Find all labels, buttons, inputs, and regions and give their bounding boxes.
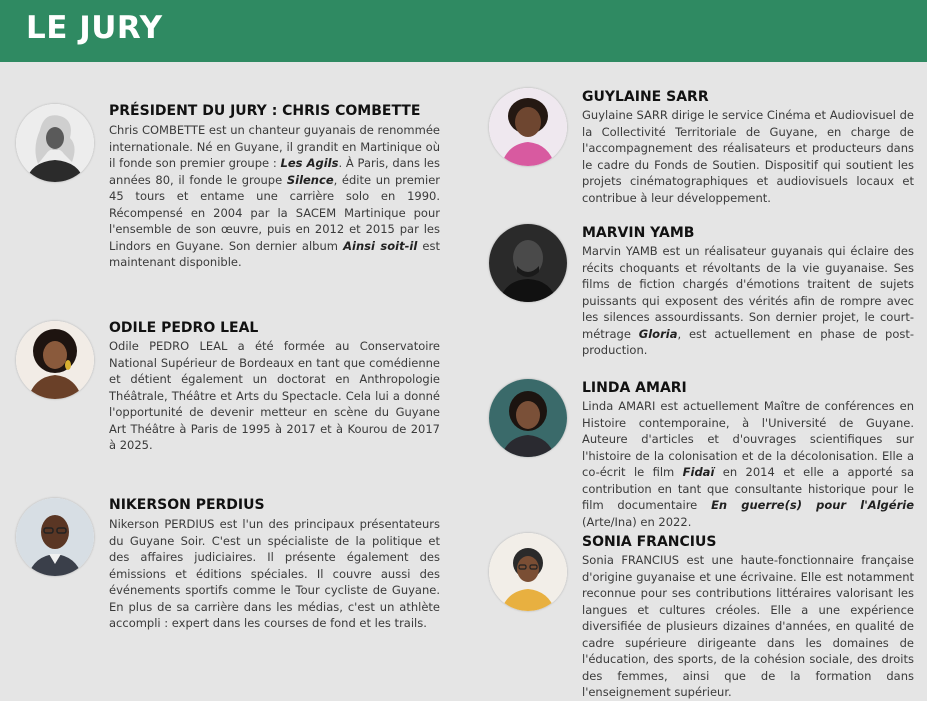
member-bio: Chris COMBETTE est un chanteur guyanais de renommée internationale. Né en Guyane, il grandit en Martinique où il fonde son premier groupe : Les Agils. À Paris, dans les années 80, il fonde le groupe Silence, édite un premier 45 tours et entame une carrière solo en 1990. Récompensé en 2004 par la SACEM Martinique pour l'ensemble de son œuvre, puis en 2012 et 2015 par les Lindors en Guyane. Son dernier album Ainsi soit-il est maintenant disponible. (109, 123, 441, 269)
page-title: LE JURY (26, 10, 163, 46)
member-bio: Odile PEDRO LEAL a été formée au Conservatoire National Supérieur de Bordeaux en tant que comédienne et détient également un doctorat en Anthropologie Théâtrale, Théâtre et Arts du Spectacle. Cela lui a donné l'opportunité de devenir metteur en scène du Guyane Art Théâtre à Paris de 1995 à 2017 et à Kourou de 2017 à 2025. (109, 339, 440, 452)
portrait-linda-amari (489, 379, 567, 457)
member-bio: Guylaine SARR dirige le service Cinéma et Audiovisuel de la Collectivité Territoriale de Guyane, en charge de l'accompagnement des réalisateurs et producteurs dans le cadre du Fonds de Soutien. Dispositif qui soutient les projets cinématographiques et audiovisuels locaux et contribue à leur développement. (582, 108, 914, 205)
header-banner (0, 0, 927, 62)
portrait-marvin-yamb (489, 224, 567, 302)
member-name: MARVIN YAMB (582, 225, 695, 241)
member-bio: Linda AMARI est actuellement Maître de conférences en Histoire contemporaine, à l'Université de Guyane. Auteure d'articles et d'ouvrages scientifiques sur l'histoire de la colonisation et de la décolonisation. Elle a co-écrit le film Fidaï en 2014 et elle a apporté sa contribution en tant que consultante historique pour le film documentaire En guerre(s) pour l'Algérie (Arte/Ina) en 2022. (582, 399, 914, 529)
portrait-nikerson-perdius (16, 498, 94, 576)
member-bio: Sonia FRANCIUS est une haute-fonctionnaire française d'origine guyanaise et une écrivaine. Elle est notamment reconnue pour ses contributions littéraires valorisant les langues et cultures créoles. Elle a une expérience diversifiée de plusieurs dizaines d'années, en qualité de cadre supérieure dirigeante dans les domaines de l'éducation, des sports, de la cohésion sociale, des droits des femmes, ainsi que de la formation dans l'enseignement supérieur. (582, 553, 914, 699)
portrait-guylaine-sarr (489, 88, 567, 166)
portrait-chris-combette (16, 104, 94, 182)
member-bio: Marvin YAMB est un réalisateur guyanais qui éclaire des récits choquants et révoltants de la vie guyanaise. Ses films de fiction chargés d'émotions traitent de sujets puissants qui exposent des vérités afin de rompre avec les silences assourdissants. Son dernier projet, le court-métrage Gloria, est actuellement en phase de post-production. (582, 244, 915, 357)
member-bio: Nikerson PERDIUS est l'un des principaux présentateurs du Guyane Soir. C'est un spécialiste de la politique et des affaires judiciaires. Il présente également des émissions et éditions spéciales. Il couvre aussi des événements sportifs comme le Tour cycliste de Guyane. En plus de sa carrière dans les médias, c'est un athlète accompli : expert dans les courses de fond et les trails. (109, 517, 440, 630)
member-name: SONIA FRANCIUS (582, 534, 717, 550)
portrait-odile-pedro-leal (16, 321, 94, 399)
member-name: GUYLAINE SARR (582, 89, 709, 105)
member-name: LINDA AMARI (582, 380, 687, 396)
member-name: PRÉSIDENT DU JURY : CHRIS COMBETTE (109, 103, 421, 119)
member-name: NIKERSON PERDIUS (109, 497, 265, 513)
member-name: ODILE PEDRO LEAL (109, 320, 259, 336)
portrait-sonia-francius (489, 533, 567, 611)
